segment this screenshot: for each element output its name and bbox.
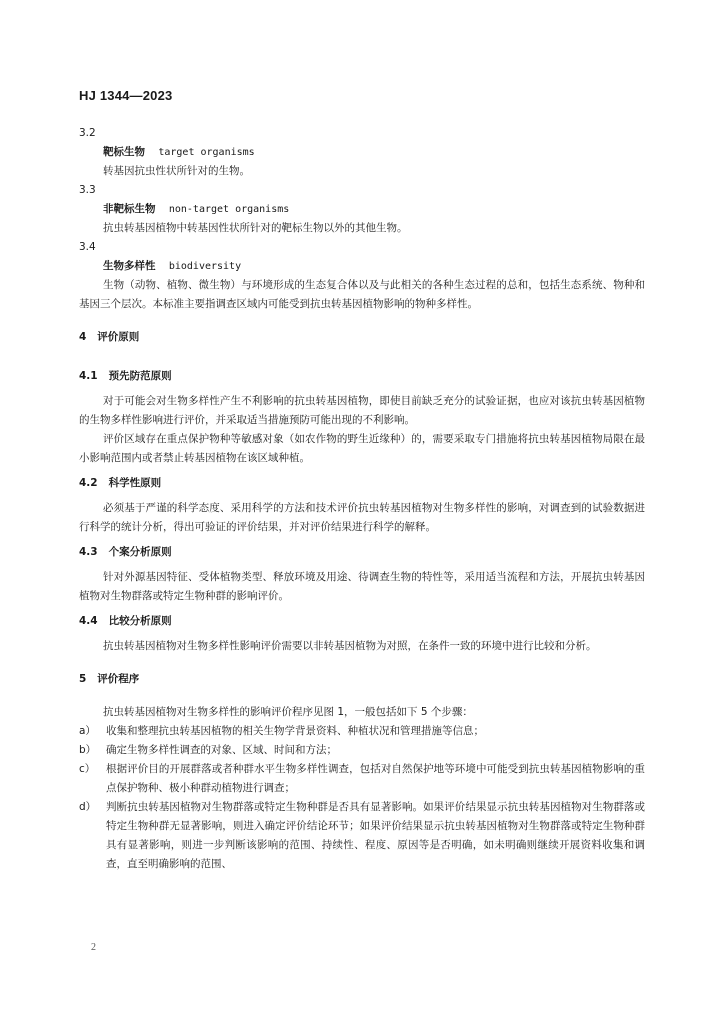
subsection-number: 4.2 (79, 477, 98, 489)
subsection-title: 预先防范原则 (108, 370, 172, 382)
subsection-title: 比较分析原则 (108, 615, 172, 627)
term-definition: 抗虫转基因植物中转基因性状所针对的靶标生物以外的其他生物。 (103, 222, 408, 234)
list-label: b） (79, 744, 97, 756)
subsection-heading-4-2 (79, 474, 645, 493)
term-heading (103, 257, 645, 276)
paragraph: 抗虫转基因植物对生物多样性的影响评价程序见图 1，一般包括如下 5 个步骤： (103, 706, 473, 718)
subsection-number: 4.1 (79, 370, 98, 382)
paragraph: 抗虫转基因植物对生物多样性影响评价需要以非转基因植物为对照，在条件一致的环境中进行比较和分析。 (103, 640, 597, 652)
section-title: 评价原则 (97, 331, 140, 343)
term-chinese: 非靶标生物 (103, 203, 156, 215)
subsection-heading-4-1 (79, 367, 645, 386)
subsection-heading-4-3 (79, 543, 645, 562)
term-english: non-target organisms (168, 204, 290, 215)
subsection-title: 个案分析原则 (108, 546, 172, 558)
term-number: 3.3 (79, 184, 96, 196)
list-label: a） (79, 725, 96, 737)
list-item (79, 798, 645, 874)
section-title: 评价程序 (97, 673, 140, 685)
term-heading (103, 143, 645, 162)
list-text: 判断抗虫转基因植物对生物群落或特定生物种群是否具有显著影响。如果评价结果显示抗虫转基因植物对生物群落或特定生物种群无显著影响，则进入确定评价结论环节；如果评价结果显示抗虫转基因植物对生物群落或特定生物种群具有显著影响，则进一步判断该影响的范围、持续性、程度、原因等是否明确，如未明确则继续开展资料收集和调查，直至明确影响的范围、 (106, 801, 645, 870)
list-text: 根据评价目的开展群落或者种群水平生物多样性调查，包括对自然保护地等环境中可能受到抗虫转基因植物影响的重点保护物种、极小种群动植物进行调查； (106, 763, 645, 794)
standard-code: HJ 1344—2023 (79, 88, 173, 103)
list-text: 收集和整理抗虫转基因植物的相关生物学背景资料、种植状况和管理措施等信息； (106, 725, 484, 737)
list-item (79, 760, 645, 798)
page-content (79, 124, 645, 874)
list-item (79, 722, 645, 741)
list-item (79, 741, 645, 760)
term-chinese: 靶标生物 (103, 146, 145, 158)
term-english: target organisms (158, 147, 255, 158)
paragraph: 必须基于严谨的科学态度、采用科学的方法和技术评价抗虫转基因植物对生物多样性的影响，对调查到的试验数据进行科学的统计分析，得出可验证的评价结果，并对评价结果进行科学的解释。 (79, 502, 645, 533)
subsection-number: 4.3 (79, 546, 98, 558)
list-label: d） (79, 801, 97, 813)
section-heading-5 (79, 670, 645, 689)
list-text: 确定生物多样性调查的对象、区域、时间和方法； (106, 744, 337, 756)
page-number: 2 (91, 942, 96, 953)
term-definition: 生物（动物、植物、微生物）与环境形成的生态复合体以及与此相关的各种生态过程的总和，包括生态系统、物种和基因三个层次。本标准主要指调查区域内可能受到抗虫转基因植物影响的物种多样性。 (79, 279, 645, 310)
term-english: biodiversity (168, 261, 242, 272)
subsection-title: 科学性原则 (108, 477, 162, 489)
list-label: c） (79, 763, 96, 775)
term-heading (103, 200, 645, 219)
term-number: 3.4 (79, 241, 96, 253)
subsection-heading-4-4 (79, 612, 645, 631)
paragraph: 评价区域存在重点保护物种等敏感对象（如农作物的野生近缘种）的，需要采取专门措施将抗虫转基因植物局限在最小影响范围内或者禁止转基因植物在该区域种植。 (79, 433, 645, 464)
section-heading-4 (79, 328, 645, 347)
term-chinese: 生物多样性 (103, 260, 156, 272)
section-number: 5 (79, 673, 87, 685)
term-definition: 转基因抗虫性状所针对的生物。 (103, 165, 250, 177)
paragraph: 针对外源基因特征、受体植物类型、释放环境及用途、待调查生物的特性等，采用适当流程和方法，开展抗虫转基因植物对生物群落或特定生物种群的影响评价。 (79, 571, 645, 602)
paragraph: 对于可能会对生物多样性产生不利影响的抗虫转基因植物，即使目前缺乏充分的试验证据，也应对该抗虫转基因植物的生物多样性影响进行评价，并采取适当措施预防可能出现的不利影响。 (79, 395, 645, 426)
section-number: 4 (79, 331, 87, 343)
subsection-number: 4.4 (79, 615, 98, 627)
term-number: 3.2 (79, 127, 96, 139)
